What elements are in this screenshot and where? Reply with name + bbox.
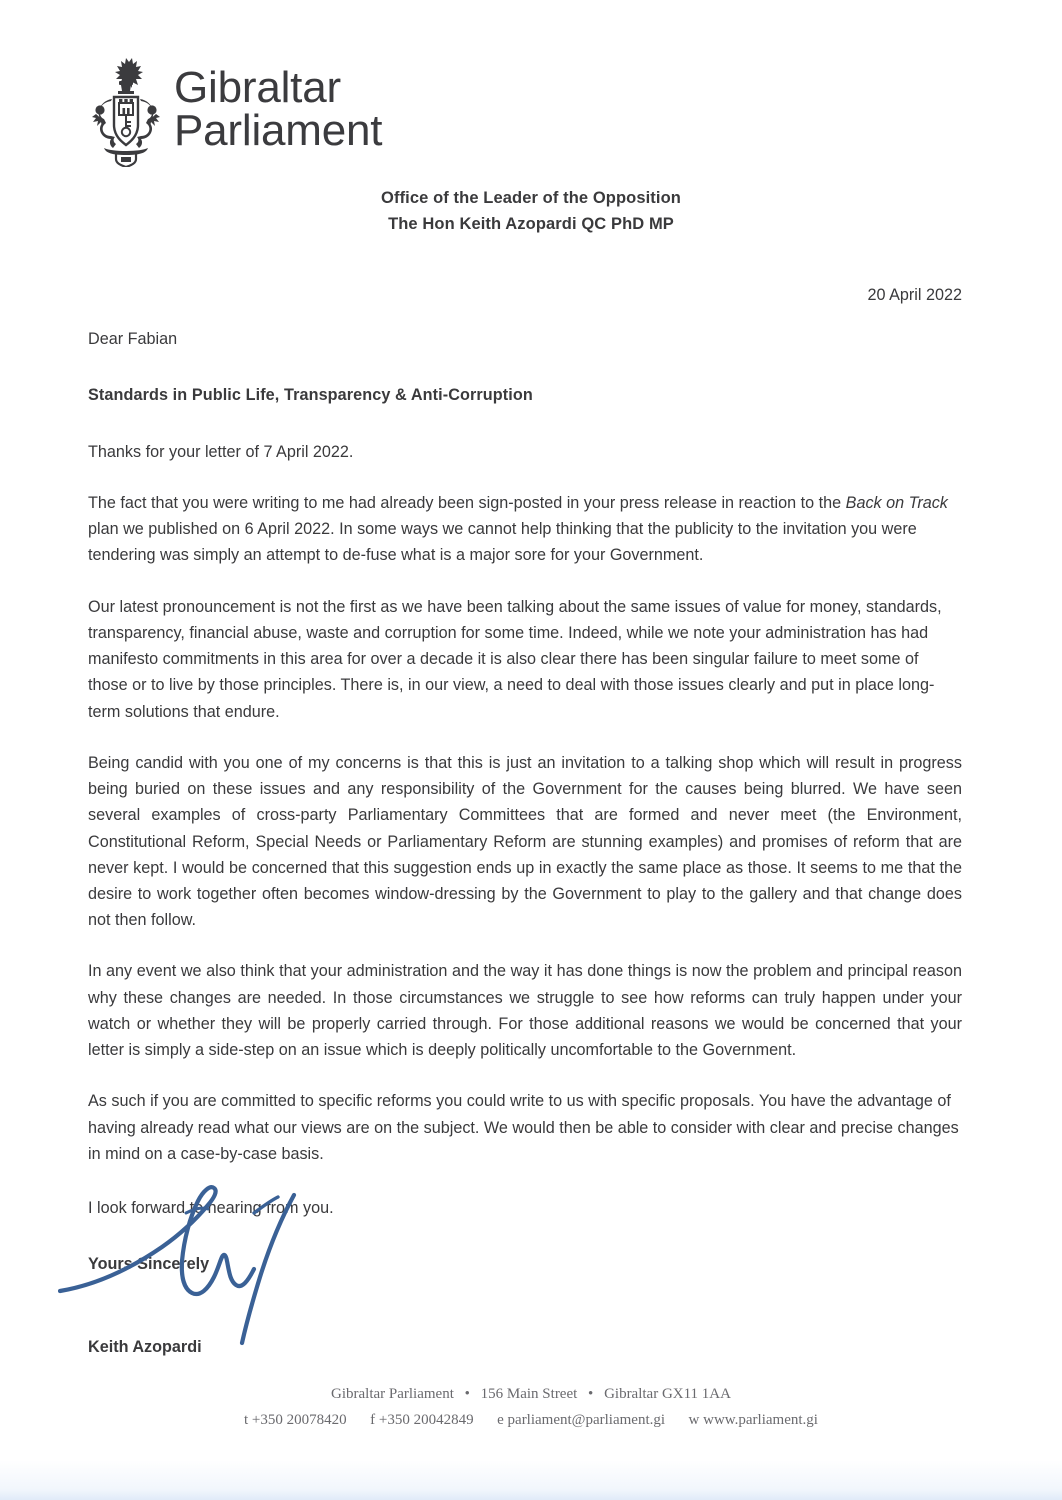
letter-date: 20 April 2022: [867, 286, 962, 304]
paragraph-administration: In any event we also think that your administration and the way it has done things is now the problem and principal reason why these changes are needed. In those circumstances we struggle to see how reforms can truly happen under your watch or whether they will be properly carried through. For those additional reasons we would be concerned that your letter is simply a side-step on an issue which is deeply politically uncomfortable to the Government.: [88, 962, 962, 1060]
paragraph-pronouncement: Our latest pronouncement is not the first as we have been talking about the same issues of value for money, standards, transparency, financial abuse, waste and corruption for some time. Indeed, while we note your administration has had manifesto commitments in this area for over a decade it is also clear there has been singular failure to meet some of those or to live by those principles. There is, in our view, a need to deal with those issues clearly and put in place long-term solutions that endure.: [88, 597, 942, 721]
footer-separator-2: •: [588, 1386, 594, 1402]
footer-locality: Gibraltar GX11 1AA: [604, 1386, 731, 1402]
footer-street: 156 Main Street: [480, 1386, 578, 1402]
footer-email[interactable]: e parliament@parliament.gi: [497, 1412, 666, 1429]
subject-line: Standards in Public Life, Transparency & Anti-Corruption: [88, 386, 533, 405]
footer-telephone: t +350 20078420: [244, 1412, 347, 1429]
footer-separator-1: •: [464, 1386, 470, 1402]
paragraph-specific-proposals: As such if you are committed to specific reforms you could write to us with specific proposals. You have the advantage of having already read what our views are on the subject. We would then be able to consider with clear and precise changes in mind on a case-by-case basis.: [88, 1092, 959, 1163]
scan-edge-artifact: [0, 1460, 1062, 1500]
brand-title: [174, 62, 383, 156]
office-header-line-2: The Hon Keith Azopardi QC PhD MP: [388, 214, 674, 233]
valediction: Yours Sincerely: [88, 1255, 210, 1274]
letterhead: [88, 55, 382, 167]
paragraph-talking-shop: Being candid with you one of my concerns is that this is just an invitation to a talking shop which will result in progress being buried on these issues and any responsibility of the Government for the causes being blurred. We have seen several examples of cross-party Parliamentary Committees that are formed and never meet (the Environment, Constitutional Reform, Special Needs or Parliamentary Reform are stunning examples) and promises of reform that are never kept. I would be concerned that this suggestion ends up in exactly the same place as those. It seems to me that the desire to work together often becomes window-dressing by the Government to play to the gallery and that change does not then follow.: [88, 753, 962, 930]
footer-fax: f +350 20042849: [370, 1412, 474, 1429]
look-forward-line: I look forward to hearing from you.: [88, 1199, 334, 1218]
office-header: [0, 186, 1062, 237]
footer-website[interactable]: w www.parliament.gi: [688, 1412, 818, 1429]
paragraph-sign-posted: [88, 490, 962, 569]
salutation: Dear Fabian: [88, 330, 178, 349]
footer-address-line: [0, 1381, 1062, 1407]
page-footer: [0, 1381, 1062, 1434]
paragraph-sign-posted-part1: The fact that you were writing to me had already been sign-posted in your press release in reaction to the: [88, 493, 846, 512]
footer-org: Gibraltar Parliament: [331, 1386, 454, 1402]
plan-title-italic: Back on Track: [845, 493, 948, 512]
brand-line-parliament: Parliament: [174, 106, 383, 155]
letter-body: [88, 282, 962, 1360]
signoff-block: [88, 1195, 962, 1360]
office-header-line-1: Office of the Leader of the Opposition: [381, 189, 681, 207]
paragraph-sign-posted-part2: plan we published on 6 April 2022. In some ways we cannot help thinking that the publicity to the invitation you were tendering was simply an attempt to de-fuse what is a major sore for your Government.: [88, 520, 917, 565]
paragraph-thanks: Thanks for your letter of 7 April 2022.: [88, 442, 354, 461]
footer-contact-line: [0, 1407, 1062, 1433]
gibraltar-coat-of-arms-icon: [88, 55, 164, 167]
brand-line-gibraltar: Gibraltar: [174, 62, 341, 112]
signer-name: Keith Azopardi: [88, 1337, 202, 1356]
